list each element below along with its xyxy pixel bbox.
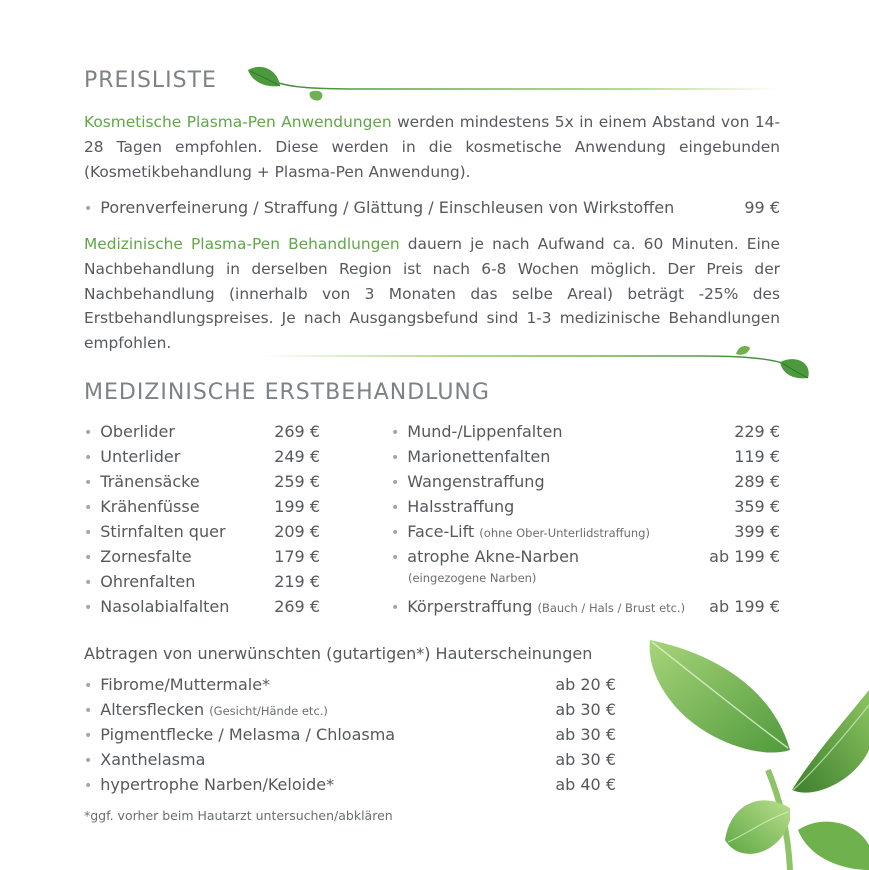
item-price: 249 € <box>274 447 320 466</box>
item-label: atrophe Akne-Narben <box>407 547 580 566</box>
item-label: Unterlider <box>100 447 181 466</box>
item-note: (Gesicht/Hände etc.) <box>209 704 328 718</box>
item-price: 399 € <box>734 522 780 541</box>
item-label: Stirnfalten quer <box>100 522 226 541</box>
list-item <box>84 469 200 496</box>
bullet-icon: • <box>84 525 93 541</box>
item-price: 269 € <box>274 597 320 616</box>
item-price: 269 € <box>274 422 320 441</box>
koerper-price: ab 199 € <box>709 597 780 616</box>
bullet-icon: • <box>84 600 93 616</box>
bullet-icon: • <box>391 600 400 616</box>
item-label: Wangenstraffung <box>407 472 545 491</box>
hauterscheinungen-subtitle: Abtragen von unerwünschten (gutartigen*) Hauterscheinungen <box>84 644 593 663</box>
item-label: Halsstraffung <box>407 497 515 516</box>
leaf-divider-top-icon <box>240 58 790 108</box>
bullet-icon: • <box>391 425 400 441</box>
list-item <box>84 444 180 471</box>
bullet-icon: • <box>391 500 400 516</box>
bullet-icon: • <box>84 703 93 719</box>
kosmetik-accent-text: Kosmetische Plasma-Pen Anwendungen <box>84 113 392 131</box>
list-item <box>84 195 674 222</box>
item-note: (ohne Ober-Unterlidstraffung) <box>479 526 650 540</box>
list-item <box>391 444 550 471</box>
item-price: 199 € <box>274 497 320 516</box>
bullet-icon: • <box>84 450 93 466</box>
item-price: 219 € <box>274 572 320 591</box>
item-label: Krähenfüsse <box>100 497 200 516</box>
leaf-divider-middle-icon <box>250 338 820 384</box>
list-item <box>391 419 562 446</box>
bullet-icon: • <box>84 425 93 441</box>
item-label: hypertrophe Narben/Keloide* <box>100 775 335 794</box>
item-price: 229 € <box>734 422 780 441</box>
item-price: ab 40 € <box>555 775 616 794</box>
item-price: ab 30 € <box>555 725 616 744</box>
bullet-icon: • <box>391 525 400 541</box>
poren-label: Porenverfeinerung / Straffung / Glättung / Einschleusen von Wirkstoffen <box>100 198 675 217</box>
list-item <box>84 569 195 596</box>
koerper-label: Körperstraffung <box>407 597 533 616</box>
list-item <box>391 469 545 496</box>
list-item <box>84 697 328 724</box>
list-item <box>84 722 395 749</box>
list-item <box>84 672 270 699</box>
akne-note: (eingezogene Narben) <box>408 571 537 585</box>
footnote: *ggf. vorher beim Hautarzt untersuchen/abklären <box>84 808 393 823</box>
item-price: 359 € <box>734 497 780 516</box>
poren-price: 99 € <box>744 198 780 217</box>
list-item <box>84 544 192 571</box>
list-item <box>391 594 685 621</box>
bullet-icon: • <box>84 678 93 694</box>
list-item <box>84 494 200 521</box>
item-price: ab 30 € <box>555 750 616 769</box>
bullet-icon: • <box>391 450 400 466</box>
item-price: ab 199 € <box>709 547 780 566</box>
item-price: 289 € <box>734 472 780 491</box>
bullet-icon: • <box>84 753 93 769</box>
bullet-icon: • <box>84 728 93 744</box>
item-label: Marionettenfalten <box>407 447 551 466</box>
list-item <box>84 519 226 546</box>
bullet-icon: • <box>84 500 93 516</box>
item-label: Pigmentflecke / Melasma / Chloasma <box>100 725 396 744</box>
item-label: Altersflecken <box>100 700 205 719</box>
bullet-icon: • <box>84 778 93 794</box>
item-label: Mund-/Lippenfalten <box>407 422 563 441</box>
list-item <box>84 747 205 774</box>
list-item <box>84 772 334 799</box>
item-label: Zornesfalte <box>100 547 192 566</box>
item-label: Nasolabialfalten <box>100 597 230 616</box>
item-label: Ohrenfalten <box>100 572 196 591</box>
item-price: 119 € <box>734 447 780 466</box>
list-item <box>391 544 579 571</box>
item-label: Tränensäcke <box>100 472 200 491</box>
item-label: Face-Lift <box>407 522 475 541</box>
list-item <box>84 594 229 621</box>
item-price: 209 € <box>274 522 320 541</box>
bullet-icon: • <box>84 575 93 591</box>
erstbehandlung-heading: MEDIZINISCHE ERSTBEHANDLUNG <box>84 380 490 405</box>
medizin-accent-text: Medizinische Plasma-Pen Behandlungen <box>84 235 400 253</box>
bullet-icon: • <box>84 201 93 217</box>
list-item <box>391 519 650 546</box>
item-price: ab 20 € <box>555 675 616 694</box>
plant-leaves-icon <box>640 630 869 870</box>
preisliste-heading: PREISLISTE <box>84 68 217 93</box>
list-item <box>84 419 175 446</box>
bullet-icon: • <box>391 475 400 491</box>
item-label: Xanthelasma <box>100 750 206 769</box>
bullet-icon: • <box>84 550 93 566</box>
item-label: Fibrome/Muttermale* <box>100 675 271 694</box>
item-label: Oberlider <box>100 422 175 441</box>
item-price: 259 € <box>274 472 320 491</box>
bullet-icon: • <box>84 475 93 491</box>
item-price: ab 30 € <box>555 700 616 719</box>
koerper-note: (Bauch / Hals / Brust etc.) <box>537 601 686 615</box>
medizin-rest-text: dauern je nach Aufwand ca. 60 Minuten. Eine Nachbehandlung in derselben Region ist nach 6-8 Wochen möglich. Der Preis der Nachbehandlung (innerhalb von 3 Monaten das selbe Areal) beträgt -25% des Erstbehandlungspreises. Je nach Ausgangsbefund sind 1-3 medizinische Behandlungen empfohlen. <box>84 235 780 353</box>
kosmetik-paragraph <box>84 110 780 184</box>
bullet-icon: • <box>391 550 400 566</box>
item-price: 179 € <box>274 547 320 566</box>
list-item <box>391 494 514 521</box>
kosmetik-rest-text: werden mindestens 5x in einem Abstand von 14-28 Tagen empfohlen. Diese werden in die kosmetische Anwendung eingebunden (Kosmetikbehandlung + Plasma-Pen Anwendung). <box>84 113 780 181</box>
